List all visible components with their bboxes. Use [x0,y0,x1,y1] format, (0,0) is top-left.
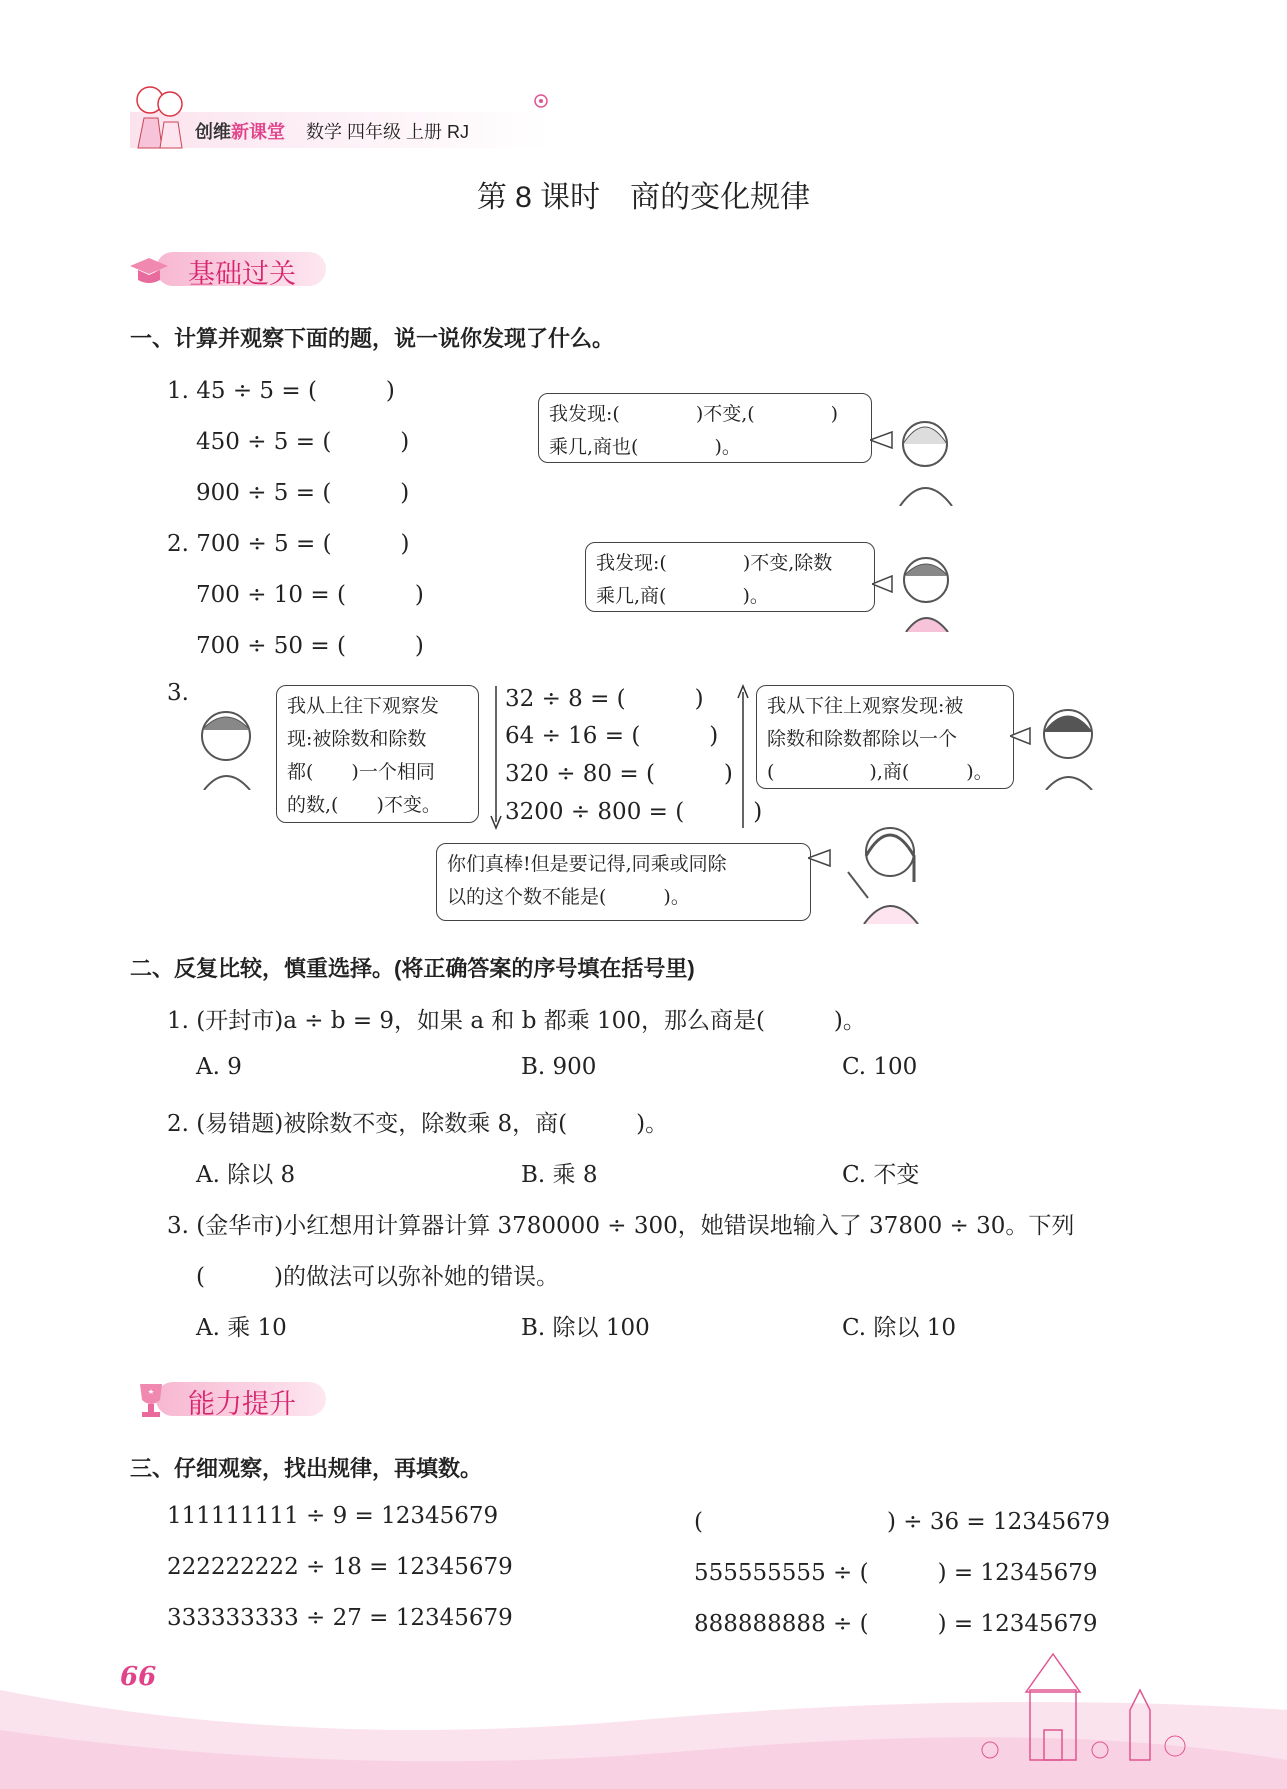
p1-g1-line1: 1. 45 ÷ 5 = ( ) [167,378,395,404]
p1-g2-line3: 700 ÷ 50 = ( ) [196,633,424,659]
subject-label: 数学 四年级 上册 RJ [306,122,470,142]
p1-g1-line3: 900 ÷ 5 = ( ) [196,480,410,506]
banner-label: 能力提升 [188,1389,296,1419]
bubble4-line1: 我从下往上观察发现:被 [767,695,964,717]
p2-q3-opt-c: C. 除以 10 [842,1315,956,1341]
section-banner-advanced [128,1376,368,1422]
p2-q1-opt-b: B. 900 [521,1054,597,1080]
p3-left-3: 333333333 ÷ 27 = 12345679 [167,1605,513,1631]
p2-q2: 2. (易错题)被除数不变，除数乘 8，商( )。 [167,1111,669,1137]
p3-left-2: 222222222 ÷ 18 = 12345679 [167,1554,513,1580]
p2-q1: 1. (开封市)a ÷ b = 9，如果 a 和 b 都乘 100，那么商是( )。 [167,1008,866,1034]
q2-heading: 二、反复比较，慎重选择。(将正确答案的序号填在括号里) [130,956,695,981]
girl2-avatar [1010,694,1110,790]
bubble3-line4: 的数,( )不变。 [287,794,441,816]
brand-part1: 创维 [195,122,231,142]
p1-g2-line2: 700 ÷ 10 = ( ) [196,582,424,608]
p1-g3-line4: 3200 ÷ 800 = ( ) [505,799,763,825]
arrow-up-icon [735,684,751,830]
p1-g3-label: 3. [167,680,189,706]
p2-q3-opt-b: B. 除以 100 [521,1315,650,1341]
flower-icon [532,92,550,110]
bubble1-line1: 我发现:( )不变,( ) [549,403,839,425]
bubble5-line2: 以的这个数不能是( )。 [447,886,690,908]
p3-right-3: 888888888 ÷ ( ) = 12345679 [694,1611,1098,1637]
header-kids-illustration [128,78,188,152]
bubble1-line2: 乘几,商也( )。 [549,436,741,458]
bubble-bottom-up [756,685,1014,789]
p2-q1-opt-c: C. 100 [842,1054,918,1080]
bubble3-line2: 现:被除数和除数 [287,728,427,750]
bubble2-line1: 我发现:( )不变,除数 [596,552,833,574]
p1-g2-line1: 2. 700 ÷ 5 = ( ) [167,531,410,557]
bubble5-line1: 你们真棒!但是要记得,同乘或同除 [447,853,727,875]
bubble-discovery-2 [585,542,875,612]
trophy-icon [132,1380,170,1420]
banner-label: 基础过关 [188,259,296,289]
p2-q3-line2: ( )的做法可以弥补她的错误。 [196,1264,559,1290]
boy2-avatar [188,700,268,790]
bubble4-line3: ( ),商( )。 [767,761,993,783]
brand-part2: 新课堂 [231,122,285,142]
arrow-down-icon [488,684,504,830]
p2-q2-opt-a: A. 除以 8 [196,1162,296,1188]
girl-avatar [870,410,960,506]
teacher-avatar [808,812,938,924]
q1-heading: 一、计算并观察下面的题，说一说你发现了什么。 [130,326,615,351]
p2-q2-opt-b: B. 乘 8 [521,1162,598,1188]
bubble-teacher [436,843,811,921]
q3-heading: 三、仔细观察，找出规律，再填数。 [130,1456,483,1481]
p2-q3-opt-a: A. 乘 10 [196,1315,287,1341]
page-title: 第 8 课时 商的变化规律 [476,181,811,214]
bubble2-line2: 乘几,商( )。 [596,585,769,607]
bubble-discovery-1 [538,393,872,463]
castle-illustration [960,1650,1190,1770]
page-number: 66 [120,1662,157,1692]
p2-q2-opt-c: C. 不变 [842,1162,920,1188]
bubble-top-down [276,685,479,823]
p1-g1-line2: 450 ÷ 5 = ( ) [196,429,410,455]
p1-g3-line3: 320 ÷ 80 = ( ) [505,761,733,787]
section-banner-basic [128,246,368,292]
p2-q1-opt-a: A. 9 [196,1054,242,1080]
p3-right-2: 555555555 ÷ ( ) = 12345679 [694,1560,1098,1586]
p1-g3-line1: 32 ÷ 8 = ( ) [505,686,704,712]
p2-q3-line1: 3. (金华市)小红想用计算器计算 3780000 ÷ 300，她错误地输入了 37800 ÷ 30。下列 [167,1213,1075,1239]
graduation-cap-icon [128,254,170,286]
boy-avatar [872,548,962,632]
bubble3-line1: 我从上往下观察发 [287,695,440,717]
p3-right-1: ( ) ÷ 36 = 12345679 [694,1509,1111,1535]
p3-left-1: 111111111 ÷ 9 = 12345679 [167,1503,499,1529]
header-text [195,118,469,144]
bubble4-line2: 除数和除数都除以一个 [767,728,958,750]
bubble3-line3: 都( )一个相同 [287,761,435,783]
p1-g3-line2: 64 ÷ 16 = ( ) [505,723,719,749]
